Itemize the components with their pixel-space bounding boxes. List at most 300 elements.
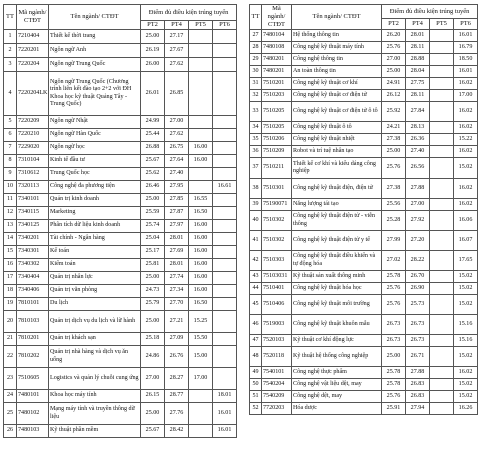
table-row — [250, 251, 478, 271]
row-number-cell: 26 — [4, 425, 17, 438]
score-pt5-cell — [430, 54, 454, 66]
table-row — [4, 155, 237, 168]
score-pt6-cell — [213, 272, 237, 285]
row-number-cell: 51 — [250, 391, 262, 403]
score-pt2-cell: 25.79 — [141, 298, 165, 311]
score-pt5-cell: 16.00 — [189, 259, 213, 272]
program-name-cell: Robot và trí tuệ nhân tạo — [292, 146, 382, 158]
score-pt5-cell — [430, 102, 454, 122]
row-number-cell: 7 — [4, 142, 17, 155]
score-pt2-cell: 27.99 — [382, 231, 406, 251]
row-number-cell: 21 — [4, 333, 17, 346]
score-pt2-cell: 25.76 — [382, 42, 406, 54]
program-code-cell: 7220204 — [17, 58, 49, 72]
table-row — [250, 179, 478, 199]
program-name-cell: Công nghệ kỹ thuật khuôn mẫu — [292, 315, 382, 335]
program-code-cell: 7340406 — [17, 285, 49, 298]
score-pt6-cell — [213, 207, 237, 220]
score-pt4-cell: 26.83 — [406, 391, 430, 403]
score-pt4-cell: 27.92 — [406, 211, 430, 231]
score-pt5-cell — [189, 44, 213, 58]
row-number-cell: 22 — [4, 346, 17, 368]
score-pt4-cell: 27.88 — [406, 179, 430, 199]
score-pt2-cell: 26.73 — [382, 335, 406, 347]
table-row — [250, 379, 478, 391]
row-number-cell: 45 — [250, 295, 262, 315]
row-number-cell: 34 — [250, 122, 262, 134]
score-pt6-cell — [213, 246, 237, 259]
program-name-cell: Công nghệ kỹ thuật cơ khí — [292, 78, 382, 90]
table-row — [250, 102, 478, 122]
table-row — [250, 315, 478, 335]
row-number-cell: 6 — [4, 129, 17, 142]
table-row — [250, 158, 478, 179]
score-pt4-cell: 27.40 — [165, 168, 189, 181]
score-pt6-cell — [213, 368, 237, 390]
score-pt4-cell: 26.76 — [165, 346, 189, 368]
admission-scores-table — [3, 4, 237, 438]
right-admission-table-panel — [249, 4, 477, 415]
score-pt6-cell: 16.02 — [454, 179, 478, 199]
program-code-cell: 7510203 — [262, 90, 292, 102]
score-pt5-cell — [430, 347, 454, 367]
program-code-cell: 7520103 — [262, 335, 292, 347]
score-pt4-cell: 27.76 — [165, 403, 189, 425]
row-number-cell: 5 — [4, 116, 17, 129]
score-pt2-cell: 24.21 — [382, 122, 406, 134]
score-pt2-cell: 25.00 — [141, 194, 165, 207]
score-pt2-cell: 27.02 — [382, 251, 406, 271]
table-row — [4, 368, 237, 390]
score-pt4-cell: 27.84 — [406, 102, 430, 122]
program-name-cell: Ngôn ngữ Hàn Quốc — [49, 129, 141, 142]
score-pt5-cell — [189, 181, 213, 194]
score-pt4-cell: 26.83 — [406, 379, 430, 391]
table-row — [250, 295, 478, 315]
header-name: Tên ngành/ CTĐT — [292, 5, 382, 30]
program-name-cell: Công nghệ dệt, may — [292, 391, 382, 403]
score-pt6-cell: 16.07 — [454, 231, 478, 251]
row-number-cell: 49 — [250, 367, 262, 379]
row-number-cell: 3 — [4, 58, 17, 72]
program-name-cell: Công nghệ kỹ thuật điện tử - viễn thông — [292, 211, 382, 231]
score-pt4-cell: 28.13 — [406, 122, 430, 134]
program-name-cell: Quản trị văn phòng — [49, 285, 141, 298]
score-pt4-cell: 27.40 — [406, 146, 430, 158]
score-pt2-cell: 25.78 — [382, 367, 406, 379]
score-pt2-cell: 25.59 — [141, 207, 165, 220]
program-code-cell: 7519003 — [262, 315, 292, 335]
score-pt2-cell: 27.00 — [382, 54, 406, 66]
score-pt5-cell — [430, 391, 454, 403]
score-pt5-cell — [189, 168, 213, 181]
score-pt4-cell: 27.69 — [165, 246, 189, 259]
score-pt6-cell — [213, 233, 237, 246]
score-pt2-cell: 25.76 — [382, 283, 406, 295]
program-code-cell: 7480101 — [17, 390, 49, 403]
score-pt4-cell: 27.97 — [165, 220, 189, 233]
score-pt4-cell: 27.34 — [165, 285, 189, 298]
table-row — [250, 90, 478, 102]
score-pt4-cell: 27.00 — [406, 199, 430, 211]
row-number-cell: 52 — [250, 403, 262, 415]
score-pt5-cell — [430, 335, 454, 347]
score-pt5-cell: 16.00 — [189, 285, 213, 298]
table-row — [4, 259, 237, 272]
program-name-cell: Công nghệ vật liệu dệt, may — [292, 379, 382, 391]
program-code-cell: 7510302 — [262, 231, 292, 251]
program-code-cell: 7480102 — [17, 403, 49, 425]
program-name-cell: Khoa học máy tính — [49, 390, 141, 403]
program-name-cell: Mạng máy tính và truyền thông dữ liệu — [49, 403, 141, 425]
header-pt4: PT4 — [406, 19, 430, 30]
row-number-cell: 17 — [4, 272, 17, 285]
row-number-cell: 38 — [250, 179, 262, 199]
header-pt2: PT2 — [382, 19, 406, 30]
score-pt2-cell: 25.74 — [141, 220, 165, 233]
program-name-cell: Quản trị nhân lực — [49, 272, 141, 285]
header-pt6: PT6 — [213, 21, 237, 30]
score-pt4-cell: 26.56 — [406, 158, 430, 179]
table-row — [4, 142, 237, 155]
table-row — [4, 298, 237, 311]
score-pt6-cell: 15.02 — [454, 391, 478, 403]
score-pt6-cell: 16.26 — [454, 403, 478, 415]
program-name-cell: Kỹ thuật phần mềm — [49, 425, 141, 438]
program-code-cell: 7510302 — [262, 211, 292, 231]
score-pt4-cell: 27.20 — [406, 231, 430, 251]
score-pt6-cell: 15.02 — [454, 271, 478, 283]
score-pt4-cell: 26.75 — [165, 142, 189, 155]
row-number-cell: 16 — [4, 259, 17, 272]
score-pt6-cell: 15.16 — [454, 315, 478, 335]
score-pt6-cell: 16.79 — [454, 42, 478, 54]
program-name-cell: Công nghệ thông tin — [292, 54, 382, 66]
score-pt6-cell: 16.01 — [454, 30, 478, 42]
table-row — [250, 347, 478, 367]
score-pt2-cell: 27.38 — [382, 134, 406, 146]
score-pt5-cell — [430, 211, 454, 231]
score-pt5-cell: 16.50 — [189, 207, 213, 220]
score-pt6-cell — [213, 220, 237, 233]
program-code-cell: 7310612 — [17, 168, 49, 181]
program-name-cell: Marketing — [49, 207, 141, 220]
score-pt6-cell — [213, 346, 237, 368]
score-pt2-cell: 25.04 — [141, 233, 165, 246]
score-pt5-cell — [430, 283, 454, 295]
table-row — [4, 207, 237, 220]
header-conditions: Điểm đủ điều kiện trúng tuyển — [141, 5, 237, 21]
program-code-cell: 7510303 — [262, 251, 292, 271]
score-pt4-cell: 27.62 — [165, 58, 189, 72]
score-pt2-cell: 24.99 — [141, 116, 165, 129]
score-pt4-cell: 27.62 — [165, 129, 189, 142]
score-pt5-cell: 16.55 — [189, 194, 213, 207]
score-pt6-cell: 16.06 — [454, 211, 478, 231]
row-number-cell: 33 — [250, 102, 262, 122]
score-pt6-cell — [213, 155, 237, 168]
score-pt6-cell: 16.02 — [454, 102, 478, 122]
table-row — [4, 168, 237, 181]
row-number-cell: 50 — [250, 379, 262, 391]
score-pt4-cell: 27.94 — [406, 403, 430, 415]
score-pt6-cell — [213, 116, 237, 129]
program-code-cell: 7510209 — [262, 146, 292, 158]
program-code-cell: 7510205 — [262, 102, 292, 122]
program-code-cell: 7540204 — [262, 379, 292, 391]
row-number-cell: 43 — [250, 271, 262, 283]
program-code-cell: 7510406 — [262, 295, 292, 315]
score-pt6-cell: 15.22 — [454, 134, 478, 146]
row-number-cell: 30 — [250, 66, 262, 78]
score-pt6-cell: 16.02 — [454, 122, 478, 134]
score-pt5-cell: 15.25 — [189, 311, 213, 333]
score-pt6-cell — [213, 298, 237, 311]
program-name-cell: Công nghệ kỹ thuật cơ điện tử ô tô — [292, 102, 382, 122]
score-pt5-cell — [430, 90, 454, 102]
program-name-cell: Hóa dược — [292, 403, 382, 415]
score-pt4-cell: 28.01 — [406, 30, 430, 42]
score-pt2-cell: 25.76 — [382, 295, 406, 315]
score-pt2-cell: 25.56 — [382, 199, 406, 211]
score-pt6-cell: 16.02 — [454, 78, 478, 90]
score-pt2-cell: 25.28 — [382, 211, 406, 231]
score-pt5-cell — [430, 66, 454, 78]
score-pt6-cell: 16.01 — [213, 403, 237, 425]
score-pt5-cell: 16.00 — [189, 220, 213, 233]
program-name-cell: Tài chính - Ngân hàng — [49, 233, 141, 246]
program-code-cell: 7480104 — [262, 30, 292, 42]
table-row — [4, 30, 237, 44]
program-name-cell: Quản trị nhà hàng và dịch vụ ăn uống — [49, 346, 141, 368]
score-pt2-cell: 27.38 — [382, 179, 406, 199]
table-row — [4, 129, 237, 142]
table-row — [250, 271, 478, 283]
row-number-cell: 36 — [250, 146, 262, 158]
header-pt5: PT5 — [189, 21, 213, 30]
program-code-cell: 7510211 — [262, 158, 292, 179]
score-pt6-cell — [213, 333, 237, 346]
row-number-cell: 40 — [250, 211, 262, 231]
table-row — [250, 78, 478, 90]
score-pt6-cell: 16.02 — [454, 367, 478, 379]
score-pt4-cell: 27.64 — [165, 155, 189, 168]
score-pt4-cell: 27.67 — [165, 44, 189, 58]
score-pt5-cell — [430, 367, 454, 379]
score-pt6-cell — [213, 30, 237, 44]
program-code-cell: 7810202 — [17, 346, 49, 368]
score-pt5-cell: 16.00 — [189, 142, 213, 155]
table-row — [4, 285, 237, 298]
program-name-cell: Công nghệ kỹ thuật máy tính — [292, 42, 382, 54]
program-code-cell: 7480108 — [262, 42, 292, 54]
table-row — [4, 333, 237, 346]
score-pt5-cell — [430, 199, 454, 211]
row-number-cell: 37 — [250, 158, 262, 179]
table-row — [250, 199, 478, 211]
score-pt5-cell — [189, 58, 213, 72]
program-name-cell: Công nghệ kỹ thuật nhiệt — [292, 134, 382, 146]
score-pt5-cell — [430, 134, 454, 146]
score-pt2-cell: 25.18 — [141, 333, 165, 346]
score-pt5-cell: 16.00 — [189, 155, 213, 168]
score-pt5-cell — [430, 30, 454, 42]
header-pt6: PT6 — [454, 19, 478, 30]
score-pt4-cell: 28.01 — [165, 233, 189, 246]
row-number-cell: 46 — [250, 315, 262, 335]
row-number-cell: 11 — [4, 194, 17, 207]
program-name-cell: Ngôn ngữ Anh — [49, 44, 141, 58]
admission-scores-table-continued — [249, 4, 478, 415]
row-number-cell: 23 — [4, 368, 17, 390]
program-code-cell: 7480201 — [262, 66, 292, 78]
score-pt2-cell: 25.78 — [382, 379, 406, 391]
score-pt2-cell: 26.20 — [382, 30, 406, 42]
score-pt4-cell: 26.36 — [406, 134, 430, 146]
row-number-cell: 41 — [250, 231, 262, 251]
table-row — [4, 233, 237, 246]
program-code-cell: 7340201 — [17, 233, 49, 246]
score-pt4-cell: 27.87 — [165, 207, 189, 220]
score-pt2-cell: 25.62 — [141, 168, 165, 181]
score-pt5-cell — [189, 129, 213, 142]
score-pt6-cell: 15.02 — [454, 347, 478, 367]
score-pt2-cell: 26.88 — [141, 142, 165, 155]
score-pt6-cell — [213, 58, 237, 72]
score-pt4-cell: 26.85 — [165, 72, 189, 116]
score-pt5-cell: 16.00 — [189, 272, 213, 285]
score-pt6-cell: 15.16 — [454, 335, 478, 347]
header-code: Mã ngành/ CTĐT — [17, 5, 49, 30]
row-number-cell: 1 — [4, 30, 17, 44]
program-name-cell: Công nghệ kỹ thuật cơ điện tử — [292, 90, 382, 102]
score-pt2-cell: 24.91 — [382, 78, 406, 90]
score-pt6-cell: 16.01 — [454, 66, 478, 78]
score-pt4-cell: 28.88 — [406, 54, 430, 66]
score-pt4-cell: 27.00 — [165, 116, 189, 129]
score-pt2-cell: 25.91 — [382, 403, 406, 415]
score-pt4-cell: 27.85 — [165, 194, 189, 207]
score-pt4-cell: 26.70 — [406, 271, 430, 283]
score-pt6-cell: 15.02 — [454, 283, 478, 295]
table-row — [250, 42, 478, 54]
row-number-cell: 32 — [250, 90, 262, 102]
score-pt4-cell: 26.73 — [406, 315, 430, 335]
score-pt6-cell — [213, 259, 237, 272]
table-row — [4, 181, 237, 194]
program-code-cell: 7540209 — [262, 391, 292, 403]
row-number-cell: 29 — [250, 54, 262, 66]
row-number-cell: 28 — [250, 42, 262, 54]
program-name-cell: Kỹ thuật hệ thống công nghiệp — [292, 347, 382, 367]
score-pt6-cell: 15.02 — [454, 379, 478, 391]
header-name: Tên ngành/ CTĐT — [49, 5, 141, 30]
program-name-cell: Công nghệ kỹ thuật môi trường — [292, 295, 382, 315]
program-code-cell: 7510605 — [17, 368, 49, 390]
score-pt2-cell: 25.67 — [141, 155, 165, 168]
program-code-cell: 7510206 — [262, 134, 292, 146]
header-conditions: Điểm đủ điều kiện trúng tuyển — [382, 5, 478, 19]
score-pt5-cell — [430, 379, 454, 391]
table-row — [4, 425, 237, 438]
score-pt2-cell: 25.78 — [382, 271, 406, 283]
program-code-cell: 7810101 — [17, 298, 49, 311]
program-name-cell: Ngôn ngữ Trung Quốc (Chương trình liên kết đào tạo 2+2 với ĐH Khoa học kỹ thuật Quảng Tây - Trung Quốc) — [49, 72, 141, 116]
score-pt2-cell: 25.76 — [382, 158, 406, 179]
table-row — [4, 403, 237, 425]
row-number-cell: 25 — [4, 403, 17, 425]
program-code-cell: 7340101 — [17, 194, 49, 207]
program-code-cell: 7480201 — [262, 54, 292, 66]
score-pt2-cell: 25.76 — [382, 391, 406, 403]
row-number-cell: 18 — [4, 285, 17, 298]
score-pt5-cell — [430, 122, 454, 134]
score-pt5-cell: 16.50 — [189, 298, 213, 311]
program-name-cell: Ngôn ngữ Trung Quốc — [49, 58, 141, 72]
score-pt2-cell: 25.00 — [141, 311, 165, 333]
program-code-cell: 7510401 — [262, 283, 292, 295]
table-row — [250, 335, 478, 347]
program-code-cell: 7310104 — [17, 155, 49, 168]
score-pt6-cell: 15.02 — [454, 295, 478, 315]
program-name-cell: Kiểm toán — [49, 259, 141, 272]
row-number-cell: 12 — [4, 207, 17, 220]
program-name-cell: Du lịch — [49, 298, 141, 311]
score-pt6-cell: 16.02 — [454, 146, 478, 158]
program-code-cell: 7480103 — [17, 425, 49, 438]
program-name-cell: Quản trị khách sạn — [49, 333, 141, 346]
header-tt: TT — [250, 5, 262, 30]
score-pt2-cell: 24.86 — [141, 346, 165, 368]
table-row — [4, 272, 237, 285]
program-name-cell: Công nghệ thực phẩm — [292, 367, 382, 379]
score-pt2-cell: 25.00 — [382, 146, 406, 158]
score-pt2-cell: 25.00 — [382, 66, 406, 78]
row-number-cell: 14 — [4, 233, 17, 246]
table-row — [4, 311, 237, 333]
score-pt4-cell: 27.88 — [406, 367, 430, 379]
table-row — [4, 346, 237, 368]
program-name-cell: Thiết kế cơ khí và kiểu dáng công nghiệp — [292, 158, 382, 179]
header-code: Mã ngành/ CTĐT — [262, 5, 292, 30]
score-pt5-cell: 17.00 — [189, 368, 213, 390]
program-name-cell: Năng lượng tái tạo — [292, 199, 382, 211]
score-pt5-cell — [430, 42, 454, 54]
score-pt2-cell: 25.81 — [141, 259, 165, 272]
left-admission-table-panel — [3, 4, 236, 438]
score-pt4-cell: 27.95 — [165, 181, 189, 194]
score-pt2-cell: 25.44 — [141, 129, 165, 142]
score-pt2-cell: 26.46 — [141, 181, 165, 194]
score-pt6-cell: 16.02 — [454, 199, 478, 211]
program-code-cell: 7220204LK — [17, 72, 49, 116]
program-code-cell: 7229020 — [17, 142, 49, 155]
program-name-cell: Công nghệ kỹ thuật ô tô — [292, 122, 382, 134]
score-pt2-cell: 26.73 — [382, 315, 406, 335]
row-number-cell: 39 — [250, 199, 262, 211]
score-pt4-cell: 27.74 — [165, 272, 189, 285]
score-pt5-cell: 15.00 — [189, 346, 213, 368]
program-name-cell: Ngôn ngữ học — [49, 142, 141, 155]
table-row — [250, 403, 478, 415]
program-name-cell: Hệ thống thông tin — [292, 30, 382, 42]
score-pt4-cell: 27.17 — [165, 30, 189, 44]
row-number-cell: 13 — [4, 220, 17, 233]
score-pt6-cell: 18.01 — [213, 390, 237, 403]
program-name-cell: Quản trị dịch vụ du lịch và lữ hành — [49, 311, 141, 333]
score-pt2-cell: 26.01 — [141, 72, 165, 116]
score-pt5-cell — [430, 179, 454, 199]
